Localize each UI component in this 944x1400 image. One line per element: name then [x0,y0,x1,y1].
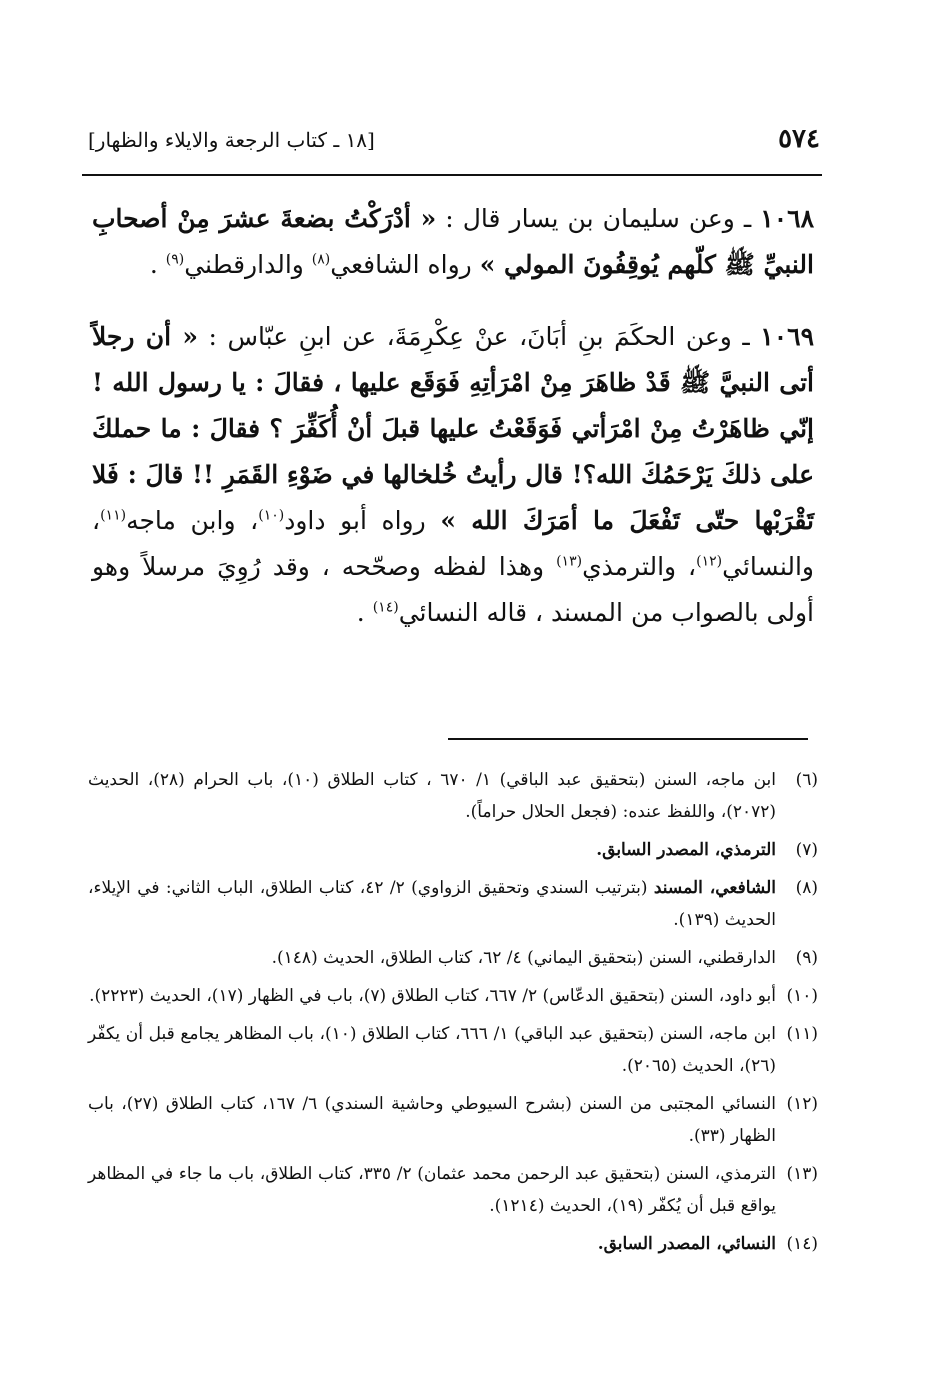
attribution-text: رواه أبو داود [284,506,441,535]
footnote-source: الترمذي، المصدر السابق. [596,840,776,860]
hadith-1069 [92,314,814,636]
footnote-12 [88,1088,818,1152]
footnote-source: النسائي، المصدر السابق. [597,1234,776,1254]
attribution-text: . [149,250,166,279]
footnote-ref: (١١) [100,507,127,524]
attribution-text: ، وابن ماجه [126,506,259,535]
footnote-separator [448,738,808,740]
page-header [88,124,820,164]
footnote-text: ابن ماجه، السنن (بتحقيق عبد الباقي) ١/ ٦٧٠ ، كتاب الطلاق (١٠)، باب الحرام (٢٨)، الحديث (٢٠٧٢)، واللفظ عنده: (فجعل الحلال حراماً). [88,770,776,822]
footnote-11 [88,1018,818,1082]
footnote-14 [88,1228,818,1260]
footnote-7 [88,834,818,866]
footnote-number: (٧) [795,840,818,860]
footnote-text: النسائي المجتبى من السنن (بشرح السيوطي وحاشية السندي) ٦/ ١٦٧، كتاب الطلاق (٢٧)، باب الظهار (٣٣). [88,1094,776,1146]
footnote-9 [88,942,818,974]
attribution-text: ، والترمذي [582,552,697,581]
footnote-10 [88,980,818,1012]
footnote-text: ابن ماجه، السنن (بتحقيق عبد الباقي) ١/ ٦٦٦، كتاب الطلاق (١٠)، باب المظاهر يجامع قبل أن يكفّر (٢٦)، الحديث (٢٠٦٥). [88,1024,776,1076]
hadith-quote: « أدْرَكْتُ بضعةَ عشرَ مِنْ أصحابِ النبيِّ ﷺ كلّهم يُوقِفُونَ المولي » [92,204,814,279]
footnote-number: (٨) [795,878,818,898]
hadith-number: ١٠٦٨ [760,204,815,233]
footnote-text: أبو داود، السنن (بتحقيق الدعّاس) ٢/ ٦٦٧، كتاب الطلاق (٧)، باب في الظهار (١٧)، الحديث (٢٢٢٣). [89,986,776,1006]
footnote-number: (١١) [786,1024,818,1044]
header-rule [82,174,822,176]
footnote-text: الدارقطني، السنن (بتحقيق اليماني) ٤/ ٦٢، كتاب الطلاق، الحديث (١٤٨). [271,948,776,968]
footnote-ref: (١٠) [258,507,285,524]
footnote-source: الشافعي، المسند [653,878,776,898]
footnote-ref: (١٤) [372,599,399,616]
hadith-number: ١٠٦٩ [760,322,815,351]
footnote-number: (٦) [795,770,818,790]
footnote-number: (١٣) [786,1164,818,1184]
hadith-quote: « أن رجلاً أتى النبيَّ ﷺ قَدْ ظاهَرَ مِنْ امْرَأتِهِ فَوَقَع عليها ، فقالَ : يا رسول الله ! إنّي ظاهَرْتُ مِنْ امْرَأتي فَوَقَعْتُ عليها قبلَ أنْ أُكَفِّرَ ؟ فقالَ : ما حملكَ على ذلكَ يَرْحَمُكَ الله؟! قال رأيتُ خُلخالها في ضَوْءِ القَمَرِ !! قالَ : فَلا تَقْرَبْها حتّى تَفْعَلَ ما أمَرَكَ الله » [92,322,815,535]
footnote-number: (١٢) [786,1094,818,1114]
main-text [92,196,814,636]
hadith-intro: ـ وعن الحكَمَ بنِ أبَانَ، عنْ عِكْرِمَةَ، عن ابنِ عبّاس : [198,322,750,351]
footnote-text: الترمذي، السنن (بتحقيق عبد الرحمن محمد عثمان) ٢/ ٣٣٥، كتاب الطلاق، باب ما جاء في المظاهر يواقع قبل أن يُكفّر (١٩)، الحديث (١٢١٤). [88,1164,776,1216]
footnote-text: (بترتيب السندي وتحقيق الزواوي) ٢/ ٤٢، كتاب الطلاق، الباب الثاني: في الإيلاء، الحديث (١٣٩). [88,878,776,930]
page-number: ٥٧٤ [778,124,820,154]
footnote-ref: (١٣) [556,553,583,570]
attribution-text: ، والنسائي [92,506,815,581]
footnote-8 [88,872,818,936]
attribution-text: . [356,598,373,627]
attribution-text: رواه الشافعي [330,250,480,279]
running-title: [١٨ ـ كتاب الرجعة والايلاء والظهار] [88,128,375,152]
footnote-13 [88,1158,818,1222]
footnotes [88,764,818,1266]
footnote-ref: (٨) [311,251,331,268]
attribution-text: والدارقطني [184,250,312,279]
footnote-6 [88,764,818,828]
footnote-number: (١٠) [786,986,818,1006]
footnote-number: (٩) [795,948,818,968]
footnote-ref: (١٢) [696,553,723,570]
attribution-text: وهذا لفظه وصحّحه ، وقد رُوِيَ مرسلاً وهو أولى بالصواب من المسند ، قاله النسائي [92,552,814,627]
footnote-ref: (٩) [165,251,185,268]
hadith-1068 [92,196,814,288]
footnote-number: (١٤) [786,1234,818,1254]
hadith-intro: ـ وعن سليمان بن يسار قال : [436,204,752,233]
